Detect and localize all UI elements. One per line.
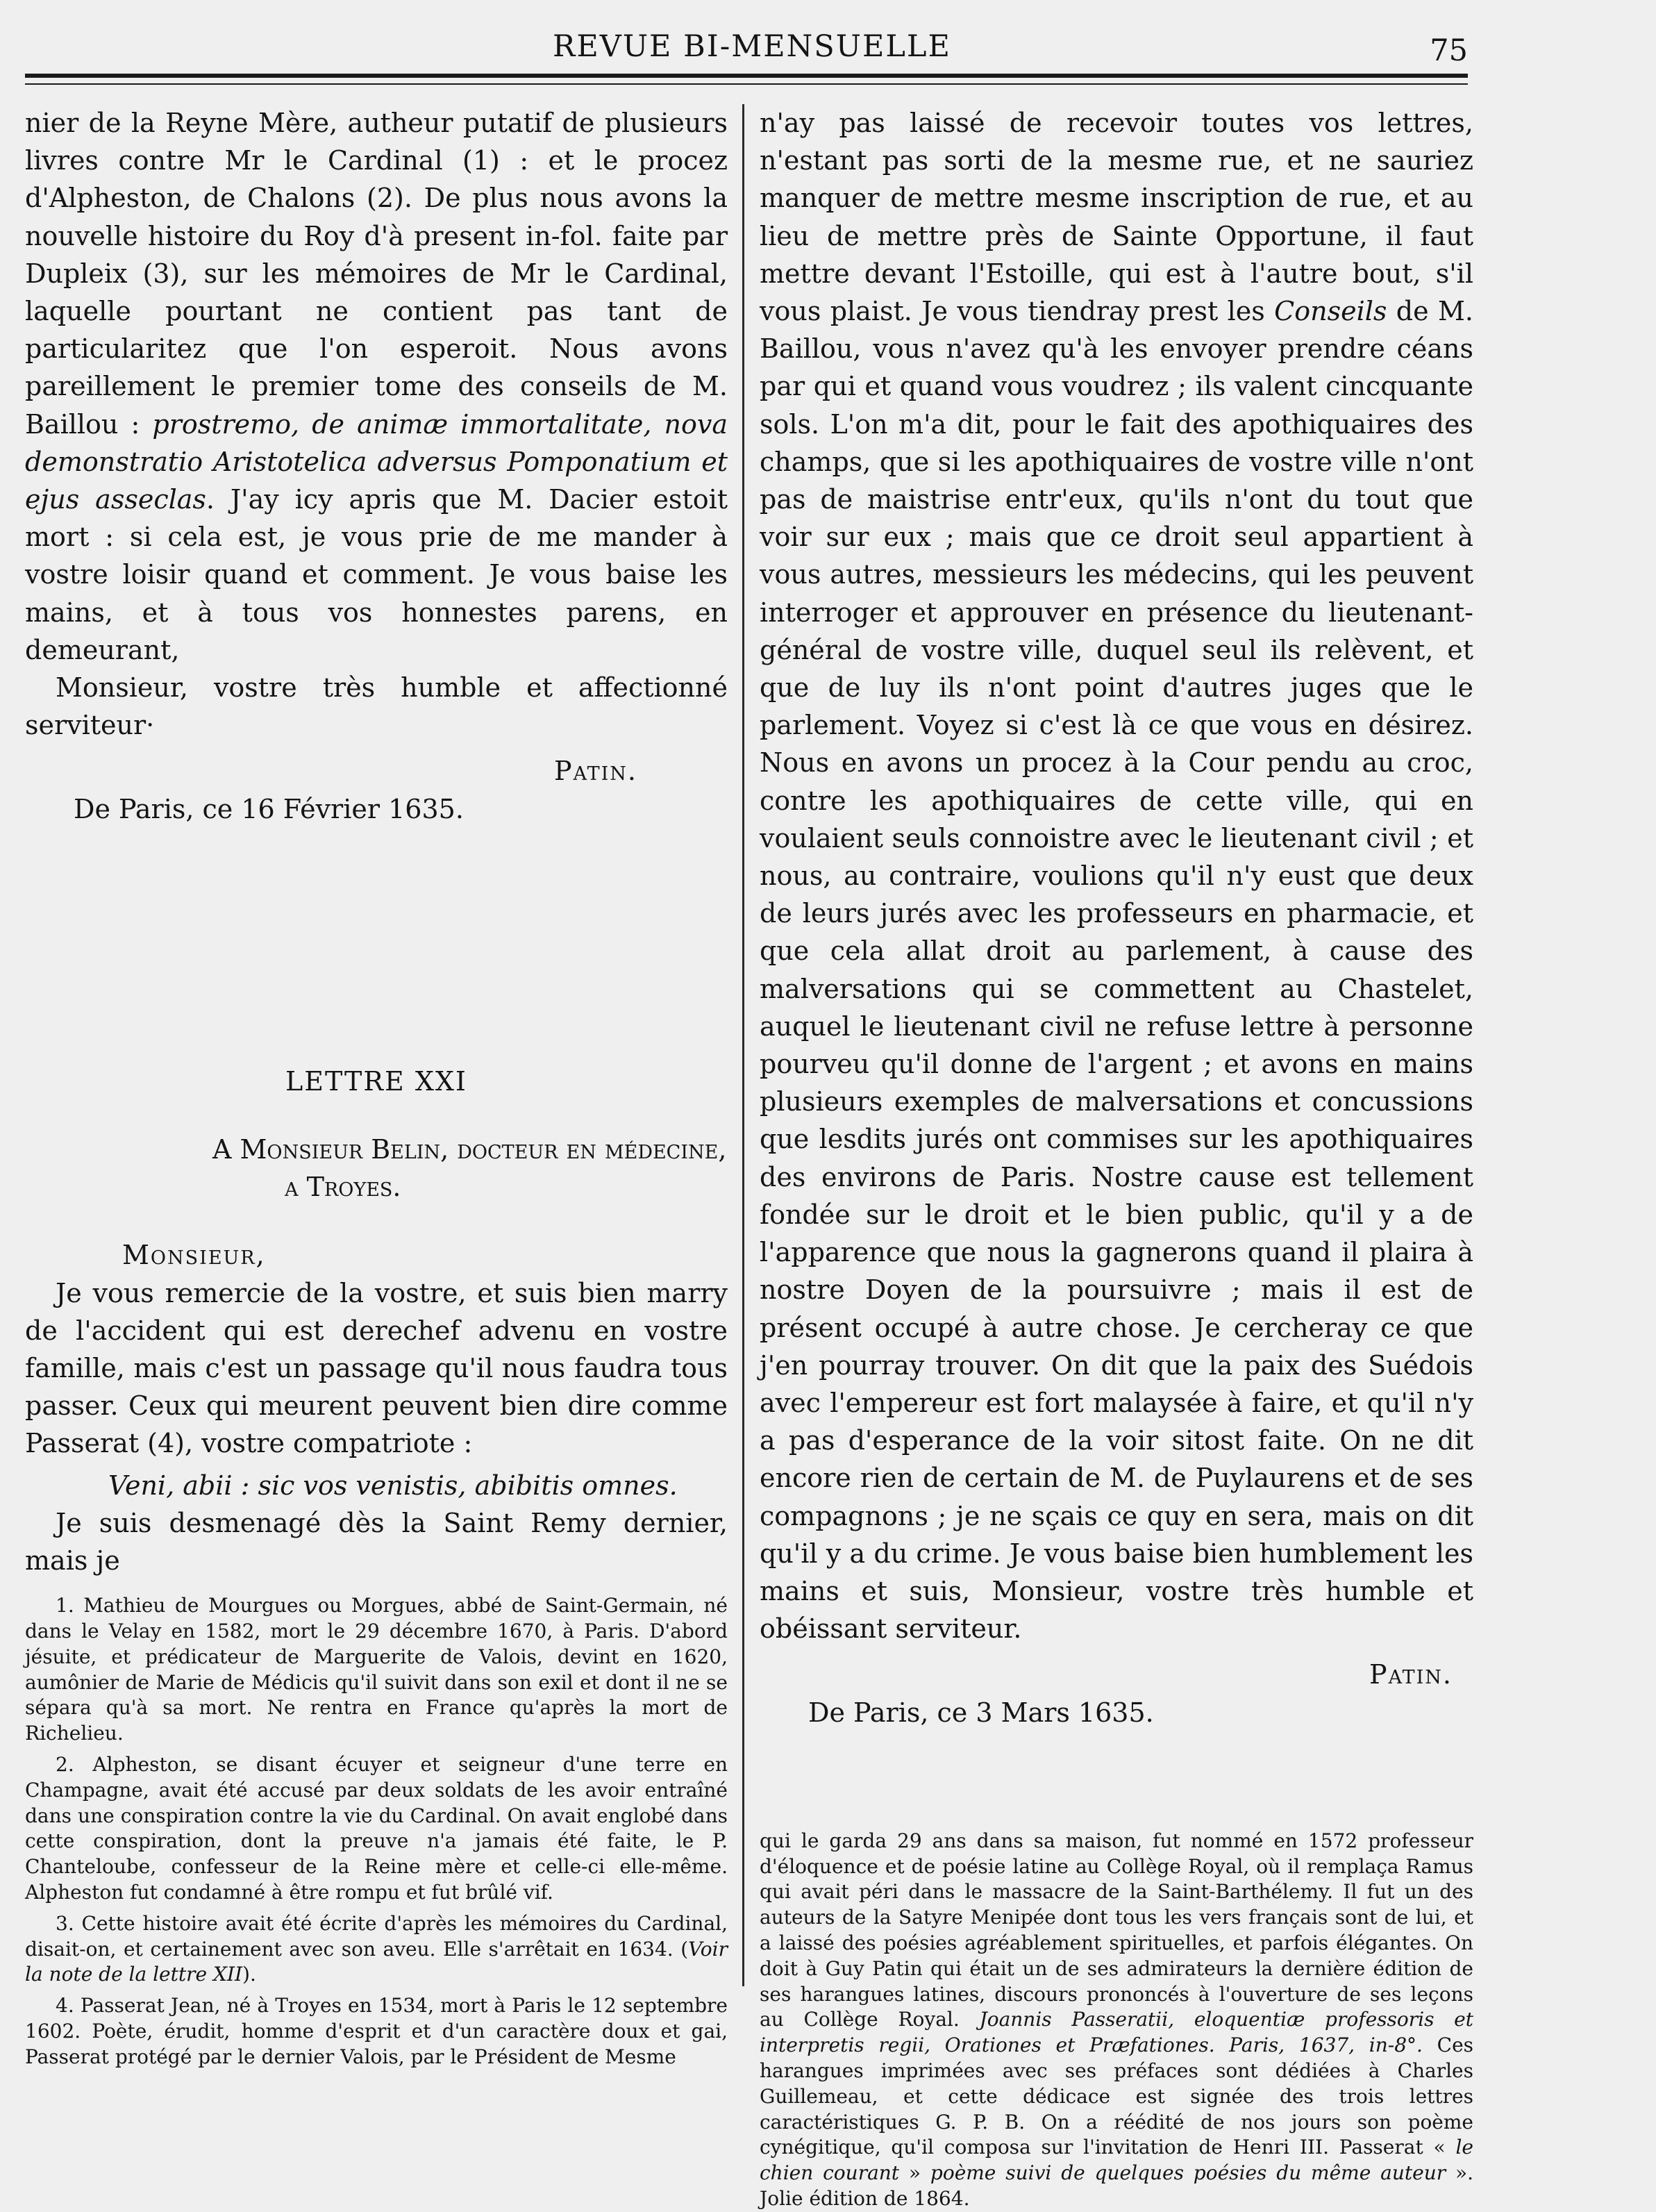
signature-patin-1: Patin.: [554, 756, 637, 787]
addressee-line-2: a Troyes.: [285, 1172, 401, 1203]
footnote-4: 4. Passerat Jean, né à Troyes en 1534, mort à Paris le 12 septembre 1602. Poète, érudit, homme d'esprit et d'un caractère doux et gai, Passerat protégé par le dernier Valois, par le Président de Mesme: [25, 1994, 728, 2068]
closing-formula: Monsieur, vostre très humble et affectionné serviteur·: [25, 672, 728, 741]
section-gap: [25, 828, 728, 1063]
running-title: REVUE BI-MENSUELLE: [553, 29, 951, 64]
footnotes: [25, 1593, 728, 2070]
header-rule-thick: [25, 74, 1468, 78]
addressee-line-1: A Monsieur Belin, docteur en médecine,: [212, 1134, 727, 1165]
section-gap-right: [760, 1731, 1473, 1829]
column-divider: [742, 104, 744, 1986]
left-paragraph-3: Je suis desmenagé dès la Saint Remy dernier, mais je: [25, 1507, 728, 1577]
left-paragraph-1-latin-title: prostremo, de animæ immortalitate, nova demonstratio Aristotelica adversus Pomponatium et ejus asseclas: [25, 408, 728, 515]
footnote-3: 3. Cette histoire avait été écrite d'après les mémoires du Cardinal, disait-on, et certainement avec son aveu. Elle s'arrêtait en 1634. (Voir la note de la lettre XII).: [25, 1911, 728, 1986]
header-rule-thin: [25, 83, 1468, 85]
footnote-2: 2. Alpheston, se disant écuyer et seigneur d'une terre en Champagne, avait été accusé par deux soldats de les avoir entraîné dans une conspiration contre la vie du Cardinal. On avait englobé dans cette conspiration, dont la preuve n'a jamais été faite, le P. Chanteloube, confesseur de la Reine mère et celle-ci elle-même. Alpheston fut condamné à être rompu et fut brûlé vif.: [25, 1753, 728, 1904]
left-paragraph-1-text-b: . J'ay icy apris que M. Dacier estoit mort : si cela est, je vous prie de me mander à vostre loisir quand et comment. Je vous baise les mains, et à tous vos honnestes parens, en demeurant,: [25, 484, 728, 665]
page-number: 75: [1430, 33, 1468, 68]
left-paragraph-1: [25, 104, 728, 669]
right-column: [760, 104, 1473, 2212]
letter-date-2: De Paris, ce 3 Mars 1635.: [808, 1697, 1154, 1728]
right-paragraph-1: n'ay pas laissé de recevoir toutes vos lettres, n'estant pas sorti de la mesme rue, et ne sauriez manquer de mettre mesme inscription de rue, et au lieu de mettre près de Sainte Opportune, il faut mettre devant l'Estoille, qui est à l'autre bout, s'il vous plaist. Je vous tiendray prest les Conseils de M. Baillou, vous n'avez qu'à les envoyer prendre céans par qui et quand vous voudrez ; ils valent cincquante sols. L'on m'a dit, pour le fait des apothiquaires des champs, que si les apothiquaires de vostre ville n'ont pas de maistrise entr'eux, qu'ils n'ont du tout que voir sur eux ; mais que ce droit seul appartient à vous autres, messieurs les médecins, qui les peuvent interroger et approuver en présence du lieutenant-général de vostre ville, duquel seul ils relèvent, et que de luy ils n'ont point d'autres juges que le parlement. Voyez si c'est là ce que vous en désirez. Nous en avons un procez à la Cour pendu au croc, contre les apothiquaires de cette ville, qui en voulaient seuls connoistre avec le lieutenant civil ; et nous, au contraire, voulions qu'il n'y eust que deux de leurs jurés avec les professeurs en pharmacie, et que cela allat droit au parlement, à cause des malversations qui se commettent au Chastelet, auquel le lieutenant civil ne refuse lettre à personne pourveu qu'il donne de l'argent ; et avons en mains plusieurs exemples de malversations et concussions que lesdits jurés ont commises sur les apothiquaires des environs de Paris. Nostre cause est tellement fondée sur le droit et le bien public, qu'il y a de l'apparence que nous la gagnerons quand il plaira à nostre Doyen de la poursuivre ; mais il est de présent occupé à autre chose. Je cercheray ce que j'en pourray trouver. On dit que la paix des Suédois avec l'empereur est fort malaysée à faire, et qu'il n'y a pas d'esperance de la voir sitost faite. On ne dit encore rien de certain de M. de Puylaurens et de ses compagnons ; je ne sçais ce quy en sera, mais on dit qu'il y a du crime. Je vous baise bien humblement les mains et suis, Monsieur, vostre très humble et obéissant serviteur.: [760, 108, 1473, 1645]
latin-verse: Veni, abii : sic vos venistis, abibitis omnes.: [108, 1470, 678, 1501]
running-header: [25, 28, 1468, 88]
letter-title: LETTRE XXI: [285, 1065, 467, 1097]
left-paragraph-1-text-a: nier de la Reyne Mère, autheur putatif de plusieurs livres contre Mr le Cardinal (1) : et le procez d'Alpheston, de Chalons (2). De plus nous avons la nouvelle histoire du Roy d'à present in-fol. faite par Dupleix (3), sur les mémoires de Mr le Cardinal, laquelle pourtant ne contient pas tant de particularitez que l'on esperoit. Nous avons pareillement le premier tome des conseils de M. Baillou :: [25, 108, 728, 440]
left-paragraph-2: Je vous remercie de la vostre, et suis bien marry de l'accident qui est derechef advenu en vostre famille, mais c'est un passage qu'il nous faudra tous passer. Ceux qui meurent peuvent bien dire comme Passerat (4), vostre compatriote :: [25, 1277, 728, 1459]
footnote-4-continued: qui le garda 29 ans dans sa maison, fut nommé en 1572 professeur d'éloquence et de poésie latine au Collège Royal, où il remplaça Ramus qui avait péri dans le massacre de la Saint-Barthélemy. Il fut un des auteurs de la Satyre Menipée dont tous les vers français sont de lui, et a laissé des poésies agréablement spirituelles, et parfois élégantes. On doit à Guy Patin qui était un de ses admirateurs la dernière édition de ses harangues latines, discours prononcés à l'ouverture de ses leçons au Collège Royal. Joannis Passeratii, eloquentiæ professoris et interpretis regii, Orationes et Præfationes. Paris, 1637, in-8°. Ces harangues imprimées avec ses préfaces sont dédiées à Charles Guillemeau, et cette dédicace est signée des trois lettres caractéristiques G. P. B. On a réédité de nos jours son poème cynégitique, qu'il composa sur l'invitation de Henri III. Passerat « le chien courant » poème suivi de quelques poésies du même auteur ». Jolie édition de 1864.: [760, 1829, 1474, 2210]
signature-patin-2: Patin.: [1369, 1659, 1453, 1690]
salutation: Monsieur,: [122, 1240, 266, 1271]
footnote-1: 1. Mathieu de Mourgues ou Morgues, abbé de Saint-Germain, né dans le Velay en 1582, mort le 29 décembre 1670, à Paris. D'abord jésuite, et prédicateur de Marguerite de Valois, devint en 1620, aumônier de Marie de Médicis qu'il suivit dans son exil et dont il ne se sépara qu'à sa mort. Ne rentra en France qu'après la mort de Richelieu.: [25, 1594, 728, 1745]
left-column: [25, 104, 728, 2070]
letter-date-1: De Paris, ce 16 Février 1635.: [74, 793, 464, 824]
